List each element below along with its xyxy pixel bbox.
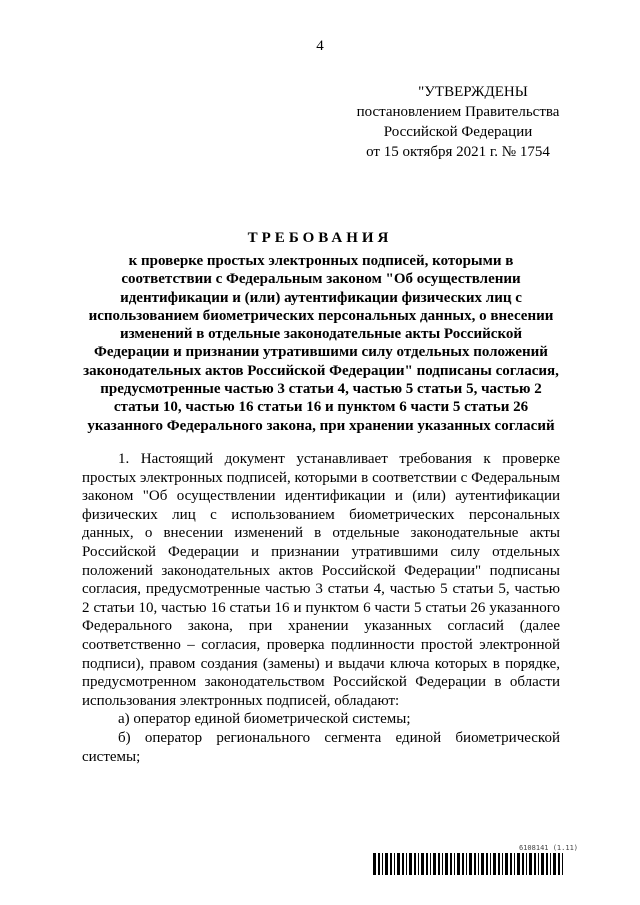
approval-country: Российской Федерации xyxy=(383,124,533,140)
list-item-b: б) оператор регионального сегмента единой биометрической системы; xyxy=(82,729,560,765)
approval-heading: "УТВЕРЖДЕНЫ xyxy=(418,84,528,100)
document-title: ТРЕБОВАНИЯ xyxy=(247,230,393,246)
approval-block xyxy=(338,82,578,162)
paragraph-1: 1. Настоящий документ устанавливает требования к проверке простых электронных подписей, которыми в соответствии с Федеральным законом "Об осуществлении идентификации и (или) аутентификации физических лиц с использованием биометрических персональных данных, о внесении изменений в отдельные законодательные акты Российской Федерации и признании утратившими силу отдельных положений законодательных актов Российской Федерации" подписаны согласия, предусмотренные частью 3 статьи 4, частью 5 статьи 5, частью 2 статьи 10, частью 16 статьи 16 и пунктом 6 части 5 статьи 26 указанного Федерального закона, при хранении указанных согласий (далее соответственно – согласия, проверка подлинности простой электронной подписи), правом создания (замены) и выдачи ключа которых в порядке, предусмотренном законодательством Российской Федерации в области использования электронных подписей, обладают: xyxy=(82,451,560,709)
approval-date-number: от 15 октября 2021 г. № 1754 xyxy=(366,144,550,160)
document-subtitle: к проверке простых электронных подписей, которыми в соответствии с Федеральным законом "Об осуществлении идентификации и (или) аутентификации физических лиц с использованием биометрических персональных данных, о внесении изменений в отдельные законодательные акты Российской Федерации и признании утратившими силу отдельных положений законодательных актов Российской Федерации" подписаны согласия, предусмотренные частью 3 статьи 4, частью 5 статьи 5, частью 2 статьи 10, частью 16 статьи 16 и пунктом 6 части 5 статьи 26 указанного Федерального закона, при хранении указанных согласий xyxy=(83,253,559,434)
barcode-image xyxy=(373,853,565,875)
list-item-a: а) оператор единой биометрической системы; xyxy=(118,711,411,728)
document-code: 6108141 (1.11) xyxy=(519,844,579,852)
page-number: 4 xyxy=(316,38,324,54)
approval-issuer: постановлением Правительства xyxy=(356,104,560,120)
document-body xyxy=(82,450,560,766)
